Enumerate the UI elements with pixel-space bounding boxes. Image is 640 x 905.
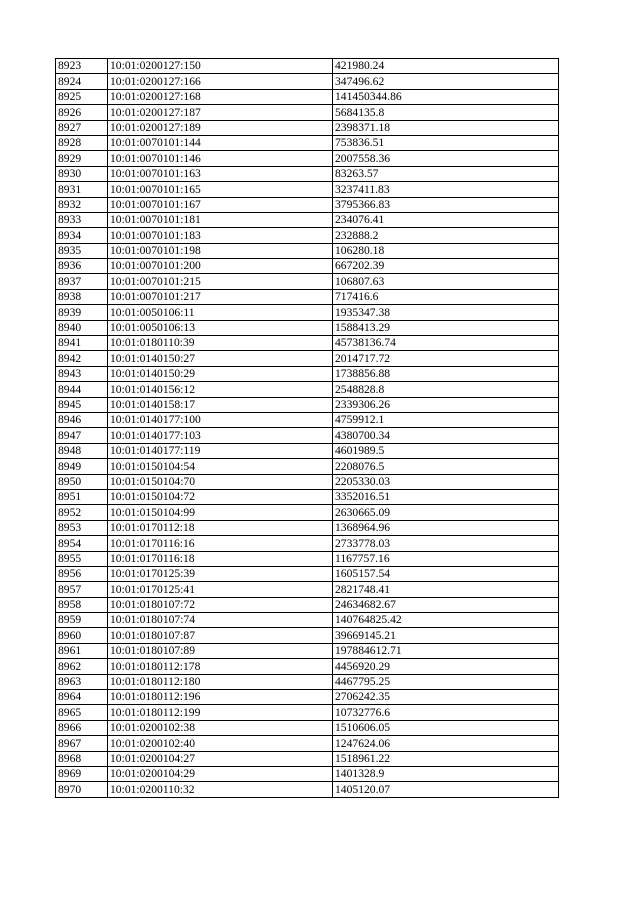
row-number-cell: 8924 [56, 74, 108, 89]
value-cell: 1510606.05 [333, 720, 559, 735]
value-cell: 2733778.03 [333, 536, 559, 551]
row-number-cell: 8946 [56, 412, 108, 427]
value-cell: 2706242.35 [333, 690, 559, 705]
table-row [56, 705, 559, 720]
table-row [56, 382, 559, 397]
row-number-cell: 8936 [56, 259, 108, 274]
row-number-cell: 8967 [56, 736, 108, 751]
value-cell: 106280.18 [333, 243, 559, 258]
row-number-cell: 8965 [56, 705, 108, 720]
row-number-cell: 8944 [56, 382, 108, 397]
cadastral-number-cell: 10:01:0140156:12 [108, 382, 333, 397]
value-cell: 39669145.21 [333, 628, 559, 643]
table-row [56, 151, 559, 166]
cadastral-number-cell: 10:01:0200102:40 [108, 736, 333, 751]
row-number-cell: 8945 [56, 397, 108, 412]
table-row [56, 74, 559, 89]
value-cell: 106807.63 [333, 274, 559, 289]
value-cell: 1935347.38 [333, 305, 559, 320]
table-row [56, 135, 559, 150]
row-number-cell: 8962 [56, 659, 108, 674]
table-row [56, 120, 559, 135]
cadastral-number-cell: 10:01:0180110:39 [108, 336, 333, 351]
row-number-cell: 8960 [56, 628, 108, 643]
table-row [56, 520, 559, 535]
table-row [56, 613, 559, 628]
value-cell: 1738856.88 [333, 366, 559, 381]
cadastral-number-cell: 10:01:0170125:41 [108, 582, 333, 597]
value-cell: 717416.6 [333, 289, 559, 304]
cadastral-number-cell: 10:01:0070101:183 [108, 228, 333, 243]
row-number-cell: 8970 [56, 782, 108, 797]
table-row [56, 336, 559, 351]
value-cell: 234076.41 [333, 212, 559, 227]
cadastral-number-cell: 10:01:0180112:196 [108, 690, 333, 705]
table-row [56, 197, 559, 212]
cadastral-number-cell: 10:01:0070101:217 [108, 289, 333, 304]
value-cell: 3352016.51 [333, 489, 559, 504]
cadastral-number-cell: 10:01:0170112:18 [108, 520, 333, 535]
row-number-cell: 8938 [56, 289, 108, 304]
value-cell: 4759912.1 [333, 412, 559, 427]
table-row [56, 659, 559, 674]
cadastral-number-cell: 10:01:0180107:74 [108, 613, 333, 628]
cadastral-number-cell: 10:01:0150104:54 [108, 459, 333, 474]
cadastral-number-cell: 10:01:0200127:189 [108, 120, 333, 135]
table-row [56, 243, 559, 258]
value-cell: 2398371.18 [333, 120, 559, 135]
cadastral-number-cell: 10:01:0200102:38 [108, 720, 333, 735]
row-number-cell: 8949 [56, 459, 108, 474]
table-row [56, 582, 559, 597]
row-number-cell: 8942 [56, 351, 108, 366]
row-number-cell: 8952 [56, 505, 108, 520]
value-cell: 2007558.36 [333, 151, 559, 166]
row-number-cell: 8925 [56, 89, 108, 104]
value-cell: 4456920.29 [333, 659, 559, 674]
cadastral-number-cell: 10:01:0140158:17 [108, 397, 333, 412]
value-cell: 4380700.34 [333, 428, 559, 443]
table-row [56, 366, 559, 381]
row-number-cell: 8964 [56, 690, 108, 705]
table-row [56, 459, 559, 474]
cadastral-number-cell: 10:01:0170116:18 [108, 551, 333, 566]
row-number-cell: 8961 [56, 643, 108, 658]
row-number-cell: 8966 [56, 720, 108, 735]
row-number-cell: 8969 [56, 766, 108, 781]
table-row [56, 274, 559, 289]
table-row [56, 166, 559, 181]
table-row [56, 489, 559, 504]
row-number-cell: 8941 [56, 336, 108, 351]
value-cell: 1368964.96 [333, 520, 559, 535]
value-cell: 1588413.29 [333, 320, 559, 335]
row-number-cell: 8929 [56, 151, 108, 166]
cadastral-number-cell: 10:01:0200104:29 [108, 766, 333, 781]
table-row [56, 505, 559, 520]
table-row [56, 320, 559, 335]
value-cell: 667202.39 [333, 259, 559, 274]
table-row [56, 305, 559, 320]
table-row [56, 736, 559, 751]
value-cell: 1605157.54 [333, 566, 559, 581]
table-row [56, 690, 559, 705]
cadastral-number-cell: 10:01:0180112:178 [108, 659, 333, 674]
table-row [56, 105, 559, 120]
value-cell: 197884612.71 [333, 643, 559, 658]
value-cell: 753836.51 [333, 135, 559, 150]
cadastral-number-cell: 10:01:0070101:144 [108, 135, 333, 150]
table-row [56, 566, 559, 581]
value-cell: 2548828.8 [333, 382, 559, 397]
cadastral-number-cell: 10:01:0070101:215 [108, 274, 333, 289]
cadastral-number-cell: 10:01:0150104:70 [108, 474, 333, 489]
table-row [56, 536, 559, 551]
cadastral-number-cell: 10:01:0150104:99 [108, 505, 333, 520]
row-number-cell: 8933 [56, 212, 108, 227]
value-cell: 45738136.74 [333, 336, 559, 351]
value-cell: 4467795.25 [333, 674, 559, 689]
table-row [56, 89, 559, 104]
row-number-cell: 8955 [56, 551, 108, 566]
value-cell: 2208076.5 [333, 459, 559, 474]
table-row [56, 59, 559, 74]
value-cell: 347496.62 [333, 74, 559, 89]
table-row [56, 597, 559, 612]
row-number-cell: 8953 [56, 520, 108, 535]
row-number-cell: 8947 [56, 428, 108, 443]
table-row [56, 628, 559, 643]
value-cell: 2339306.26 [333, 397, 559, 412]
row-number-cell: 8928 [56, 135, 108, 150]
row-number-cell: 8932 [56, 197, 108, 212]
table-row [56, 397, 559, 412]
cadastral-number-cell: 10:01:0170125:39 [108, 566, 333, 581]
table-row [56, 182, 559, 197]
row-number-cell: 8943 [56, 366, 108, 381]
table-row [56, 751, 559, 766]
cadastral-number-cell: 10:01:0050106:11 [108, 305, 333, 320]
cadastral-number-cell: 10:01:0200104:27 [108, 751, 333, 766]
table-row [56, 551, 559, 566]
table-row [56, 212, 559, 227]
cadastral-number-cell: 10:01:0200110:32 [108, 782, 333, 797]
value-cell: 5684135.8 [333, 105, 559, 120]
value-cell: 141450344.86 [333, 89, 559, 104]
cadastral-number-cell: 10:01:0180107:89 [108, 643, 333, 658]
cadastral-number-cell: 10:01:0070101:181 [108, 212, 333, 227]
cadastral-number-cell: 10:01:0070101:198 [108, 243, 333, 258]
value-cell: 1247624.06 [333, 736, 559, 751]
table-row [56, 259, 559, 274]
row-number-cell: 8951 [56, 489, 108, 504]
row-number-cell: 8950 [56, 474, 108, 489]
table-row [56, 782, 559, 797]
table-row [56, 674, 559, 689]
cadastral-number-cell: 10:01:0200127:168 [108, 89, 333, 104]
value-cell: 10732776.6 [333, 705, 559, 720]
row-number-cell: 8968 [56, 751, 108, 766]
table-row [56, 412, 559, 427]
value-cell: 2630665.09 [333, 505, 559, 520]
cadastral-number-cell: 10:01:0200127:150 [108, 59, 333, 74]
table-row [56, 443, 559, 458]
table-row [56, 766, 559, 781]
value-cell: 3795366.83 [333, 197, 559, 212]
row-number-cell: 8956 [56, 566, 108, 581]
value-cell: 2821748.41 [333, 582, 559, 597]
cadastral-number-cell: 10:01:0140177:100 [108, 412, 333, 427]
cadastral-number-cell: 10:01:0070101:200 [108, 259, 333, 274]
cadastral-number-cell: 10:01:0070101:167 [108, 197, 333, 212]
value-cell: 1401328.9 [333, 766, 559, 781]
value-cell: 4601989.5 [333, 443, 559, 458]
cadastral-number-cell: 10:01:0200127:166 [108, 74, 333, 89]
data-table [55, 58, 559, 798]
value-cell: 1518961.22 [333, 751, 559, 766]
value-cell: 140764825.42 [333, 613, 559, 628]
table-row [56, 428, 559, 443]
table-row [56, 643, 559, 658]
value-cell: 1167757.16 [333, 551, 559, 566]
row-number-cell: 8926 [56, 105, 108, 120]
table-row [56, 289, 559, 304]
value-cell: 83263.57 [333, 166, 559, 181]
row-number-cell: 8935 [56, 243, 108, 258]
row-number-cell: 8930 [56, 166, 108, 181]
row-number-cell: 8948 [56, 443, 108, 458]
value-cell: 2014717.72 [333, 351, 559, 366]
cadastral-number-cell: 10:01:0140150:29 [108, 366, 333, 381]
table-row [56, 228, 559, 243]
cadastral-number-cell: 10:01:0170116:16 [108, 536, 333, 551]
value-cell: 1405120.07 [333, 782, 559, 797]
cadastral-number-cell: 10:01:0180107:72 [108, 597, 333, 612]
row-number-cell: 8957 [56, 582, 108, 597]
cadastral-number-cell: 10:01:0200127:187 [108, 105, 333, 120]
row-number-cell: 8958 [56, 597, 108, 612]
cadastral-number-cell: 10:01:0070101:163 [108, 166, 333, 181]
cadastral-number-cell: 10:01:0070101:146 [108, 151, 333, 166]
cadastral-number-cell: 10:01:0180112:180 [108, 674, 333, 689]
row-number-cell: 8923 [56, 59, 108, 74]
cadastral-number-cell: 10:01:0180112:199 [108, 705, 333, 720]
table-row [56, 720, 559, 735]
cadastral-number-cell: 10:01:0140177:119 [108, 443, 333, 458]
table-row [56, 351, 559, 366]
row-number-cell: 8927 [56, 120, 108, 135]
value-cell: 232888.2 [333, 228, 559, 243]
cadastral-number-cell: 10:01:0140177:103 [108, 428, 333, 443]
row-number-cell: 8937 [56, 274, 108, 289]
cadastral-number-cell: 10:01:0070101:165 [108, 182, 333, 197]
row-number-cell: 8931 [56, 182, 108, 197]
row-number-cell: 8940 [56, 320, 108, 335]
cadastral-number-cell: 10:01:0050106:13 [108, 320, 333, 335]
row-number-cell: 8963 [56, 674, 108, 689]
value-cell: 3237411.83 [333, 182, 559, 197]
table-body [56, 59, 559, 798]
row-number-cell: 8954 [56, 536, 108, 551]
cadastral-number-cell: 10:01:0150104:72 [108, 489, 333, 504]
value-cell: 421980.24 [333, 59, 559, 74]
table-row [56, 474, 559, 489]
row-number-cell: 8959 [56, 613, 108, 628]
value-cell: 24634682.67 [333, 597, 559, 612]
row-number-cell: 8934 [56, 228, 108, 243]
cadastral-number-cell: 10:01:0140150:27 [108, 351, 333, 366]
value-cell: 2205330.03 [333, 474, 559, 489]
cadastral-number-cell: 10:01:0180107:87 [108, 628, 333, 643]
row-number-cell: 8939 [56, 305, 108, 320]
